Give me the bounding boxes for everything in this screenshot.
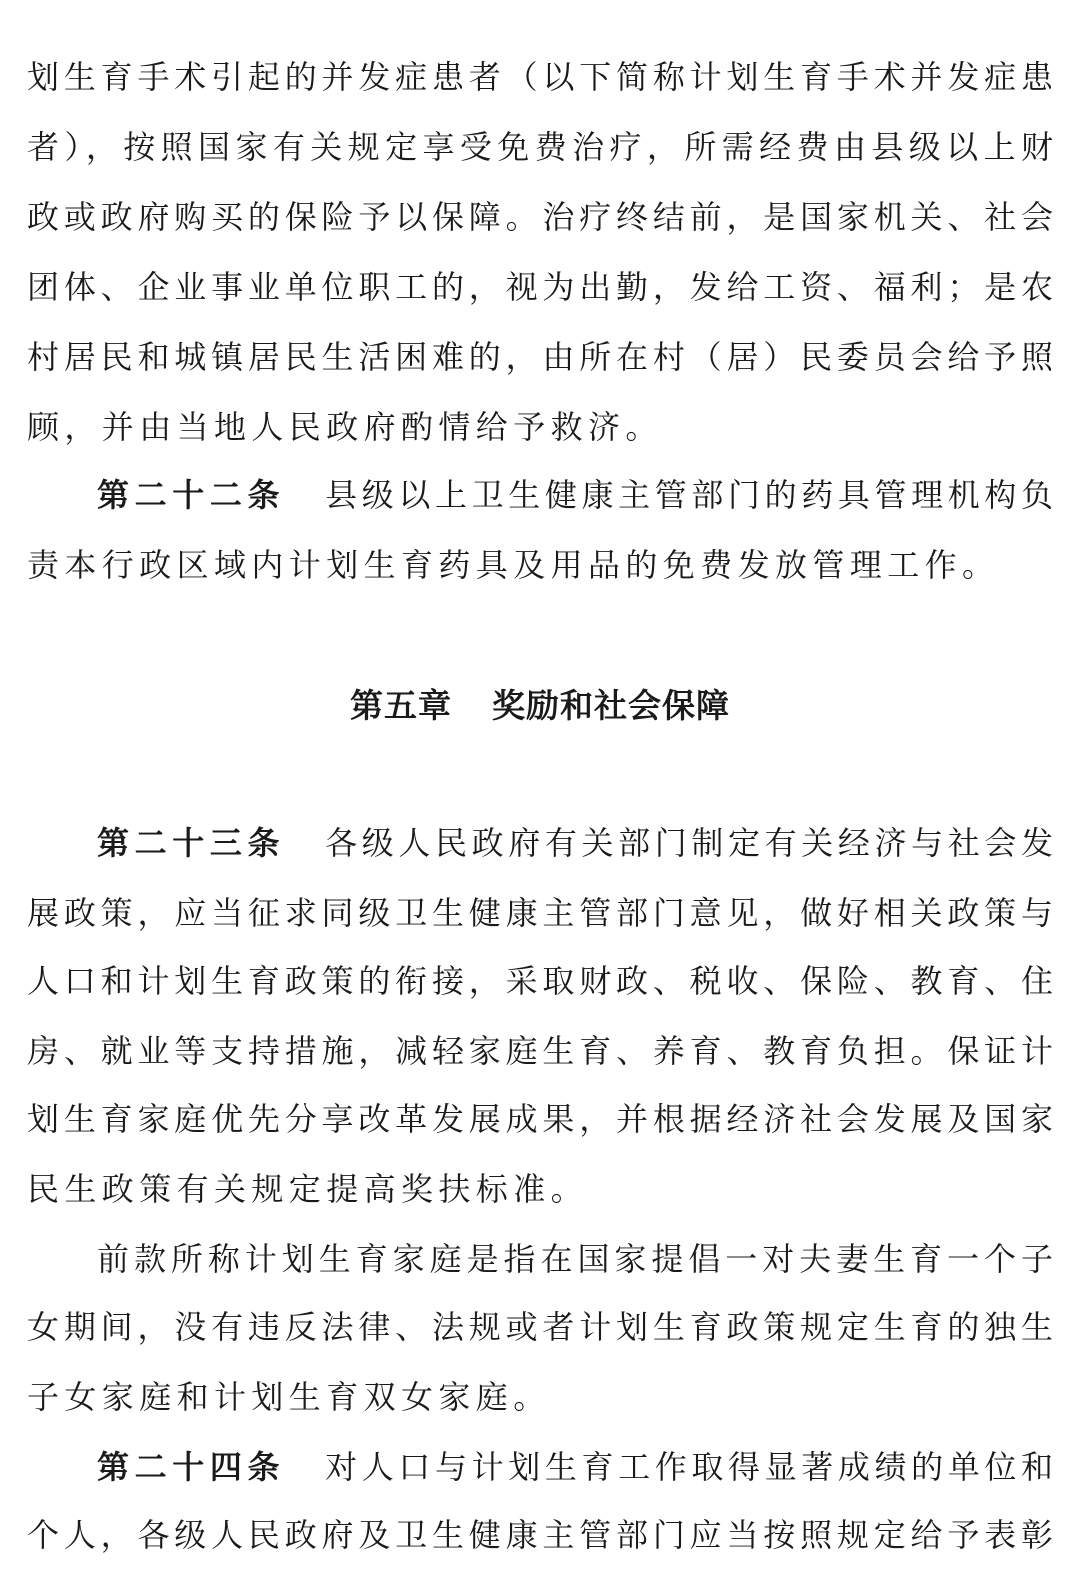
article-22-text: 县级以上卫生健康主管部门的药具管理机构负 bbox=[325, 476, 1053, 514]
article-24-label: 第二十四条 bbox=[97, 1448, 286, 1486]
article-24-first-line bbox=[97, 1442, 1053, 1492]
paragraph-line: 划生育家庭优先分享改革发展成果，并根据经济社会发展及国家 bbox=[27, 1100, 1053, 1138]
article-22-first-line bbox=[97, 470, 1053, 520]
paragraph-line: 团体、企业事业单位职工的，视为出勤，发给工资、福利；是农 bbox=[27, 268, 1053, 306]
paragraph-line: 政或政府购买的保险予以保障。治疗终结前，是国家机关、社会 bbox=[27, 198, 1053, 236]
article-23-label: 第二十三条 bbox=[97, 824, 286, 862]
paragraph-line: 房、就业等支持措施，减轻家庭生育、养育、教育负担。保证计 bbox=[27, 1032, 1053, 1070]
article-24-text: 对人口与计划生育工作取得显著成绩的单位和 bbox=[325, 1448, 1053, 1486]
paragraph-line: 子女家庭和计划生育双女家庭。 bbox=[27, 1378, 551, 1416]
article-22-label: 第二十二条 bbox=[97, 476, 286, 514]
paragraph-line: 划生育手术引起的并发症患者（以下简称计划生育手术并发症患 bbox=[27, 58, 1053, 96]
paragraph-line: 责本行政区域内计划生育药具及用品的免费发放管理工作。 bbox=[27, 546, 1000, 584]
chapter-heading bbox=[0, 678, 1080, 734]
chapter-title: 奖励和社会保障 bbox=[492, 686, 730, 725]
paragraph-line: 女期间，没有违反法律、法规或者计划生育政策规定生育的独生 bbox=[27, 1308, 1053, 1346]
paragraph-line: 人口和计划生育政策的衔接，采取财政、税收、保险、教育、住 bbox=[27, 962, 1053, 1000]
chapter-number: 第五章 bbox=[350, 686, 452, 725]
paragraph-line: 前款所称计划生育家庭是指在国家提倡一对夫妻生育一个子 bbox=[97, 1240, 1053, 1278]
paragraph-line: 个人，各级人民政府及卫生健康主管部门应当按照规定给予表彰 bbox=[27, 1516, 1053, 1554]
article-23-text: 各级人民政府有关部门制定有关经济与社会发 bbox=[325, 824, 1053, 862]
article-23-first-line bbox=[97, 818, 1053, 868]
paragraph-line: 展政策，应当征求同级卫生健康主管部门意见，做好相关政策与 bbox=[27, 894, 1053, 932]
paragraph-line: 者），按照国家有关规定享受免费治疗，所需经费由县级以上财 bbox=[27, 128, 1053, 166]
paragraph-line: 村居民和城镇居民生活困难的，由所在村（居）民委员会给予照 bbox=[27, 338, 1053, 376]
paragraph-line: 顾，并由当地人民政府酌情给予救济。 bbox=[27, 408, 663, 446]
paragraph-line: 民生政策有关规定提高奖扶标准。 bbox=[27, 1170, 589, 1208]
